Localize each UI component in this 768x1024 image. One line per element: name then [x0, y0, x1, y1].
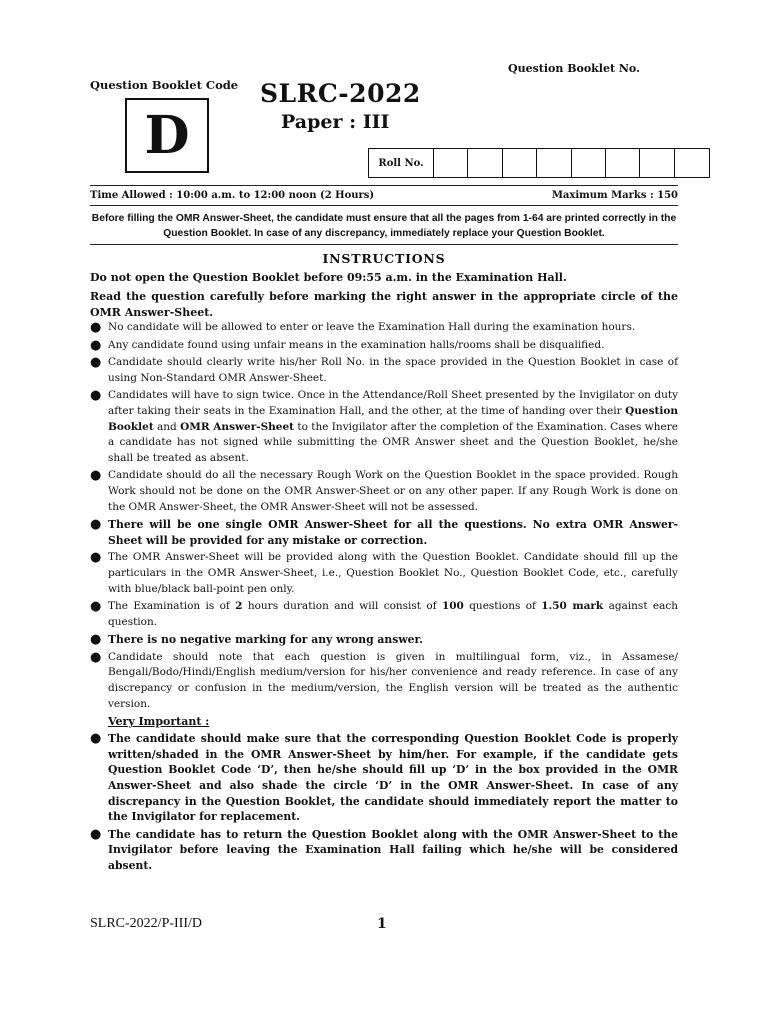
- list-item-text: No candidate will be allowed to enter or leave the Examination Hall during the examination hours.: [108, 321, 636, 333]
- bullet-icon: ●: [90, 517, 102, 533]
- instruction-line: Read the question carefully before marking the right answer in the appropriate circle of the OMR Answer-Sheet.: [90, 290, 678, 319]
- footer-paper-code: SLRC-2022/P-III/D: [90, 916, 202, 931]
- booklet-code-label: Question Booklet Code: [90, 78, 239, 92]
- list-item: [90, 468, 678, 515]
- roll-digit-box[interactable]: [606, 149, 640, 177]
- list-item-text: The Examination is of 2 hours duration and will consist of 100 questions of 1.50 mark against each question.: [108, 600, 678, 628]
- page-number: 1: [377, 916, 387, 932]
- list-item: [90, 388, 678, 466]
- list-item: [90, 827, 678, 874]
- maximum-marks: Maximum Marks : 150: [551, 190, 678, 201]
- list-item: [90, 355, 678, 386]
- divider: [90, 185, 678, 186]
- roll-digit-box[interactable]: [640, 149, 674, 177]
- bullet-icon: ●: [90, 599, 102, 615]
- roll-digit-box[interactable]: [675, 149, 709, 177]
- list-item-text: Any candidate found using unfair means in the examination halls/rooms shall be disqualified.: [108, 338, 605, 351]
- list-item-text: The candidate has to return the Question Booklet along with the OMR Answer-Sheet to the Invigilator before leaving the Examination Hall failing which he/she will be considered absent.: [108, 827, 678, 872]
- bullet-icon: ●: [90, 468, 102, 484]
- list-item: [90, 517, 678, 548]
- booklet-code-box: D: [125, 98, 209, 173]
- list-item-text: Candidates will have to sign twice. Once in the Attendance/Roll Sheet presented by the Invigilator on duty after taking their seats in the Examination Hall, and the other, at the time of handing over their Question Booklet and OMR Answer-Sheet to the Invigilator after the completion of the Examination. Cases where a candidate has not signed while submitting the OMR Answer sheet and the Question Booklet, he/she shall be treated as absent.: [108, 389, 678, 464]
- roll-number-label: Roll No.: [369, 149, 434, 177]
- booklet-number-label: Question Booklet No.: [508, 62, 640, 75]
- bullet-icon: ●: [90, 320, 102, 335]
- divider: [90, 244, 678, 245]
- very-important-heading: Very Important :: [108, 715, 210, 729]
- list-item-text: Candidate should do all the necessary Rough Work on the Question Booklet in the space provided. Rough Work should not be done on the OMR Answer-Sheet or on any other paper. If any Rough Work is done on the OMR Answer-Sheet, the OMR Answer-Sheet will not be assessed.: [108, 469, 678, 513]
- bullet-icon: ●: [90, 649, 102, 665]
- list-item-text: Candidate should clearly write his/her Roll No. in the space provided in the Question Booklet in case of using Non-Standard OMR Answer-Sheet.: [108, 356, 678, 384]
- list-item-text: Candidate should note that each question is given in multilingual form, viz., in Assamese/ Bengali/Bodo/Hindi/English medium/version for his/her convenience and ready reference. In case of any discrepancy or confusion in the medium/version, the English version will be treated as the authentic version.: [108, 650, 678, 710]
- omr-notice: Before filling the OMR Answer-Sheet, the candidate must ensure that all the pages from 1-64 are printed correctly in the Question Booklet. In case of any discrepancy, immediately replace your Question Booklet.: [91, 213, 677, 239]
- roll-digit-box[interactable]: [434, 149, 468, 177]
- list-item: [90, 632, 678, 648]
- list-item-text: The candidate should make sure that the corresponding Question Booklet Code is properly written/shaded in the OMR Answer-Sheet by him/her. For example, if the candidate gets Question Booklet Code ‘D’, then he/she should fill up ‘D’ in the box provided in the OMR Answer-Sheet and also shade the circle ‘D’ in the OMR Answer-Sheet. In case of any discrepancy in the Question Booklet, the candidate should immediately report the matter to the Invigilator for replacement.: [108, 732, 678, 824]
- divider: [90, 205, 678, 206]
- bullet-icon: ●: [90, 388, 102, 404]
- bullet-icon: ●: [90, 826, 102, 842]
- roll-digit-box[interactable]: [503, 149, 537, 177]
- list-item: [90, 599, 678, 630]
- list-item: [90, 338, 678, 354]
- list-item-text: There will be one single OMR Answer-Sheet for all the questions. No extra OMR Answer-Sheet will be provided for any mistake or correction.: [108, 518, 678, 547]
- bullet-icon: ●: [90, 550, 102, 566]
- roll-number-grid: [368, 148, 710, 178]
- list-item: [90, 550, 678, 597]
- list-item: [90, 731, 678, 825]
- list-item: [90, 320, 678, 336]
- list-item: [90, 650, 678, 712]
- list-item-text: There is no negative marking for any wrong answer.: [108, 633, 423, 647]
- instructions-heading: INSTRUCTIONS: [322, 251, 446, 266]
- bullet-icon: ●: [90, 632, 102, 648]
- exam-title: SLRC-2022: [260, 79, 421, 108]
- roll-digit-box[interactable]: [468, 149, 502, 177]
- roll-digit-box[interactable]: [537, 149, 571, 177]
- time-allowed: Time Allowed : 10:00 a.m. to 12:00 noon (2 Hours): [90, 190, 375, 201]
- bullet-icon: ●: [90, 355, 102, 371]
- bullet-icon: ●: [90, 731, 102, 747]
- bullet-icon: ●: [90, 337, 102, 353]
- roll-digit-box[interactable]: [572, 149, 606, 177]
- instruction-list: [90, 320, 678, 876]
- list-item-text: The OMR Answer-Sheet will be provided along with the Question Booklet. Candidate should fill up the particulars in the OMR Answer-Sheet, i.e., Question Booklet No., Question Booklet Code, etc., carefully with blue/black ball-point pen only.: [108, 551, 678, 595]
- instruction-line: Do not open the Question Booklet before 09:55 a.m. in the Examination Hall.: [90, 271, 567, 284]
- paper-title: Paper : III: [281, 111, 390, 133]
